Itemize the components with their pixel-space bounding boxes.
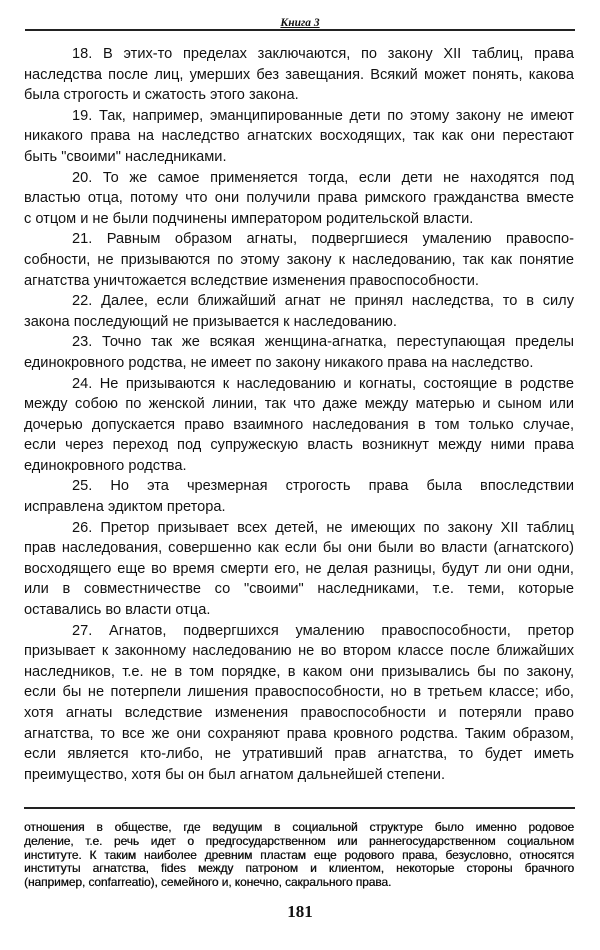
footnote: [24, 821, 574, 890]
text-line: наследства после лиц, умерших без завещания. Всякий может понять, какова: [24, 66, 574, 83]
paragraph: [24, 44, 574, 106]
paragraph: [24, 332, 574, 373]
paragraph: [24, 518, 574, 621]
footnote-rule: [24, 807, 575, 809]
text-line: 25. Но эта чрезмерная строгость права была впоследствии: [72, 478, 574, 495]
text-line: 26. Претор призывает всех детей, не имеющих по закону XII таблиц: [72, 519, 574, 536]
header-rule: [25, 29, 575, 31]
text-line: если является кто-либо, не утративший прав агнатства, то будет иметь: [24, 746, 574, 763]
text-line: 27. Агнатов, подвергшихся умалению правоспособности, претор: [72, 622, 574, 639]
page-number: 181: [287, 902, 313, 921]
text-line: 23. Точно так же всякая женщина-агнатка, переступающая пределы: [72, 334, 574, 351]
paragraph: [24, 621, 574, 786]
text-line: с отцом и не были подчинены императором родительской власти.: [24, 210, 474, 227]
text-line: закона последующий не призывается к наследованию.: [24, 313, 397, 330]
main-text: [24, 44, 574, 785]
text-line: прав наследования, совершенно как если бы они были во власти (агнатского): [24, 540, 574, 557]
paragraph: [24, 229, 574, 291]
paragraph: [24, 168, 574, 230]
text-line: наследников, т.е. не в том порядке, в каком они призывались бы по закону,: [24, 663, 574, 680]
text-line: никакого права на наследство агнатских восходящих, так как они перестают: [24, 128, 574, 145]
text-line: быть "своими" наследниками.: [24, 148, 227, 165]
running-header: Книга 3: [280, 17, 320, 29]
text-line: призывает к законному наследованию не во втором классе после ближайших: [24, 643, 574, 660]
text-line: агнатства, то все же они сохраняют права кровного родства. Таким образом,: [24, 725, 574, 742]
text-line: преимущество, хотя бы он был агнатом дальнейшей степени.: [24, 766, 446, 783]
text-line: если бы не потерпели лишения правоспособности, но в третьем классе; ибо,: [24, 684, 574, 701]
text-line: хотя агнаты вследствие изменения правоспособности и потеряли право: [24, 705, 574, 721]
paragraph: [24, 106, 574, 168]
footnote-line: деление, т.е. речь идет о предгосударственном или раннегосударственном социальном: [24, 833, 574, 848]
text-line: 18. В этих-то пределах заключаются, по закону XII таблиц, права: [72, 46, 574, 62]
text-line: между собою по женской линии, так что даже между матерью и сыном или: [24, 396, 574, 413]
text-line: была строгость и сжатость этого закона.: [24, 87, 299, 104]
paragraph: [24, 291, 574, 332]
text-line: властью отца, потому что они получили права римского гражданства вместе: [24, 190, 574, 207]
text-line: агнатства уничтожается вследствие изменения правоспособности.: [24, 272, 479, 289]
footnote-line: отношения в обществе, где ведущим в социальной структуре было именно родовое: [24, 820, 574, 834]
footnote-line: (например, confarreatio), семейного и, конечно, сакрального права.: [24, 875, 392, 890]
text-line: 24. Не призываются к наследованию и когнаты, состоящие в родстве: [72, 375, 574, 392]
text-line: 22. Далее, если ближайший агнат не принял наследства, то в силу: [72, 293, 574, 310]
text-line: 21. Равным образом агнаты, подвергшиеся умалению правоспо-: [72, 231, 574, 248]
text-line: 19. Так, например, эманципированные дети по этому закону не имеют: [72, 107, 574, 124]
footnote-line: институте. К таким наиболее древним пластам еще родового права, безусловно, относятся: [24, 847, 574, 862]
text-line: или в совместничестве со "своими" наследниками, т.е. теми, которые: [24, 581, 574, 598]
text-line: собности, не призываются по этому закону к наследованию, так как понятие: [24, 251, 574, 268]
text-line: если через переход под супружескую власть возникнут между ними права: [24, 437, 574, 454]
text-line: единокровного родства, не имеет по закону никакого права на наследство.: [24, 354, 534, 371]
paragraph: [24, 476, 574, 517]
text-line: оставались во власти отца.: [24, 602, 211, 619]
paragraph: [24, 374, 574, 477]
text-line: исправлена эдиктом претора.: [24, 499, 226, 516]
text-line: дочерью допускается право взаимного наследования в том только случае,: [24, 416, 574, 433]
text-line: 20. То же самое применяется тогда, если дети не находятся под: [72, 169, 574, 186]
footnote-line: институты агнатства, fides между патроном и клиентом, некоторые стороны брачного: [24, 861, 574, 876]
text-line: единокровного родства.: [24, 457, 187, 474]
text-line: восходящего еще во время смерти его, не делая разницы, будут ли они одни,: [24, 560, 574, 577]
